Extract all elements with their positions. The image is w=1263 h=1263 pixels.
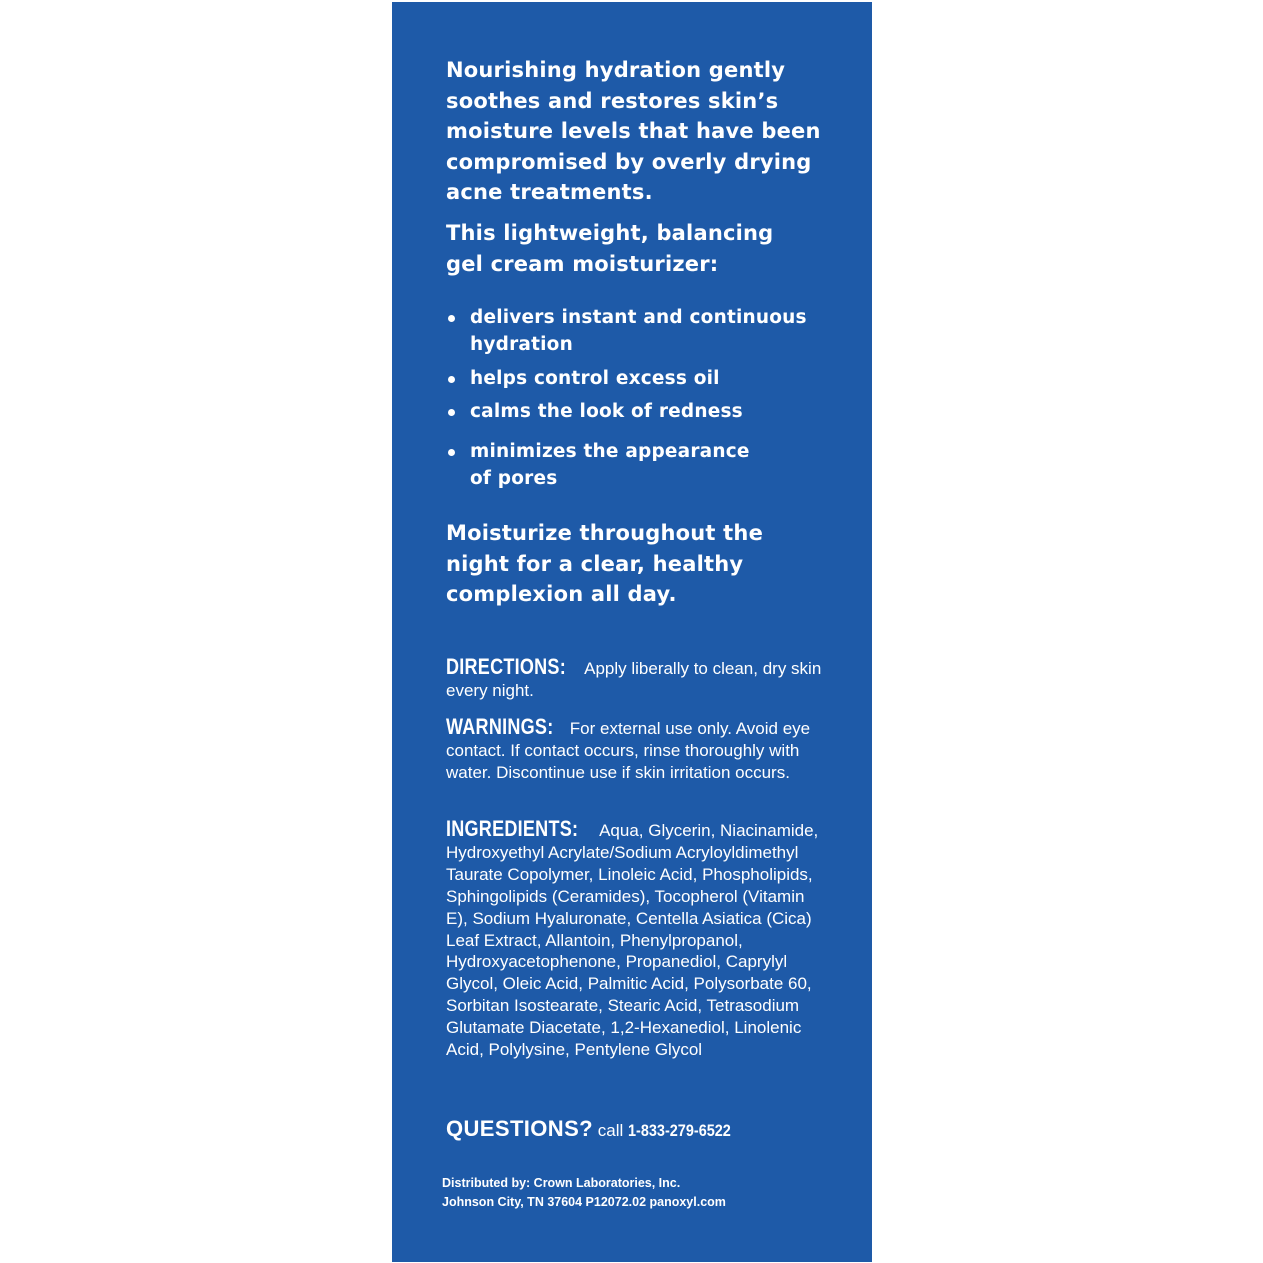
questions-section: [446, 1116, 749, 1144]
intro-line: soothes and restores skin’s: [446, 88, 779, 113]
list-item: minimizes the appearance of pores: [446, 438, 846, 492]
intro-line: compromised by overly drying: [446, 149, 812, 174]
subhead-line: This lightweight, balancing: [446, 221, 774, 245]
directions-heading: DIRECTIONS:: [446, 654, 566, 679]
benefits-list: [446, 304, 846, 492]
warnings-heading: WARNINGS:: [446, 714, 554, 739]
closing-line: Moisturize throughout the: [446, 521, 764, 545]
warnings-text: For external use only. Avoid eye contact. If contact occurs, rinse thoroughly with water. Discontinue use if skin irritation occurs.: [446, 719, 811, 782]
distributor-line: Johnson City, TN 37604 P12072.02 panoxyl.com: [442, 1195, 726, 1209]
intro-line: acne treatments.: [446, 180, 653, 204]
subhead-line: gel cream moisturizer:: [446, 251, 719, 276]
ingredients-section: [446, 818, 826, 1061]
subhead-paragraph: [446, 218, 846, 279]
intro-line: moisture levels that have been: [446, 119, 821, 143]
list-item: helps control excess oil: [446, 365, 846, 392]
bullet-dot-icon: [448, 315, 455, 322]
call-label: call: [597, 1121, 624, 1140]
closing-paragraph: [446, 518, 846, 610]
closing-line: complexion all day.: [446, 582, 677, 606]
closing-line: night for a clear, healthy: [446, 551, 744, 576]
questions-heading: QUESTIONS?: [446, 1116, 594, 1141]
distributor-line: Distributed by: Crown Laboratories, Inc.: [442, 1176, 681, 1190]
intro-paragraph: [446, 55, 846, 208]
list-item: delivers instant and continuous hydration: [446, 304, 846, 358]
warnings-section: [446, 716, 826, 784]
intro-line: Nourishing hydration gently: [446, 58, 786, 82]
phone-number[interactable]: 1-833-279-6522: [628, 1121, 731, 1140]
bullet-dot-icon: [448, 409, 455, 416]
distributor-info: [442, 1174, 842, 1212]
bullet-dot-icon: [448, 376, 455, 383]
directions-section: [446, 656, 826, 702]
ingredients-text: Aqua, Glycerin, Niacinamide, Hydroxyethyl Acrylate/Sodium Acryloyldimethyl Taurate Copolymer, Linoleic Acid, Phospholipids, Sphingolipids (Ceramides), Tocopherol (Vitamin E), Sodium Hyaluronate, Centella Asiatica (Cica) Leaf Extract, Allantoin, Phenylpropanol, Hydroxyacetophenone, Propanediol, Caprylyl Glycol, Oleic Acid, Palmitic Acid, Polysorbate 60, Sorbitan Isostearate, Stearic Acid, Tetrasodium Glutamate Diacetate, 1,2-Hexanediol, Linolenic Acid, Polylysine, Pentylene Glycol: [446, 821, 819, 1060]
bullet-dot-icon: [448, 449, 455, 456]
product-box-panel: [392, 2, 872, 1262]
directions-text: Apply liberally to clean, dry skin every night.: [446, 659, 822, 700]
ingredients-heading: INGREDIENTS:: [446, 816, 579, 841]
list-item: calms the look of redness: [446, 398, 846, 425]
